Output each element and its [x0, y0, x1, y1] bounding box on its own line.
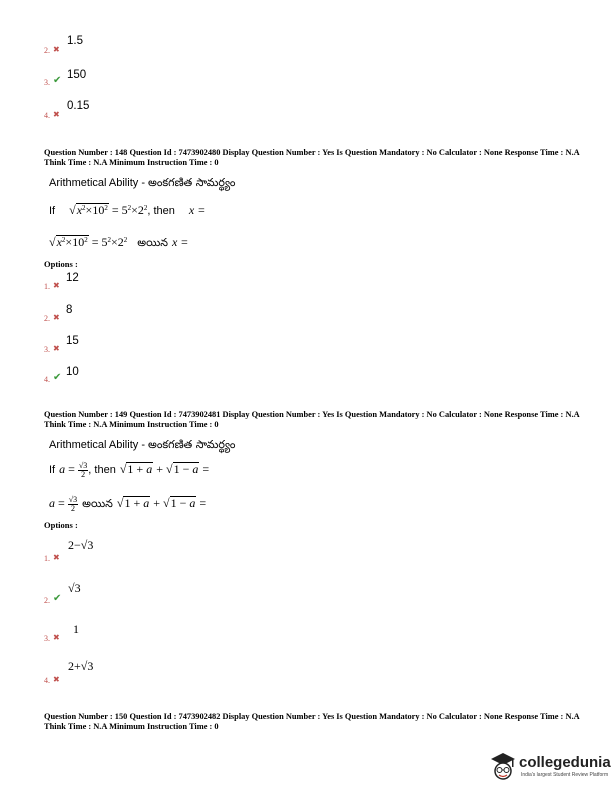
question-meta: Question Number : 150 Question Id : 7473902482 Display Question Number : Yes Is Question Mandatory : No Calculator : None Response Time : N.A Think Time : N.A Minimum Instruction Time : 0 — [44, 712, 580, 731]
option-number: 1. — [44, 554, 50, 563]
option-value: 0.15 — [67, 100, 90, 112]
question-telugu — [49, 233, 188, 252]
option-number: 2. — [44, 46, 50, 55]
correct-mark-icon: ✔ — [53, 75, 62, 86]
wrong-mark-icon: ✖ — [53, 110, 60, 119]
option-number: 3. — [44, 345, 50, 354]
subject-separator: - — [138, 439, 149, 451]
question-expression: √1 + a + √1 − a = — [116, 496, 207, 510]
subject-line — [49, 173, 235, 192]
option-number: 2. — [44, 314, 50, 323]
options-label: Options : — [44, 520, 78, 530]
wrong-mark-icon: ✖ — [53, 281, 60, 290]
collegedunia-logo — [488, 748, 610, 786]
option-number: 4. — [44, 111, 50, 120]
question-expression: $√x^2\times 10^2 = 5^2\times 2^2$ — [69, 203, 148, 217]
graduate-mascot-icon — [488, 750, 518, 782]
question-meta: Question Number : 148 Question Id : 7473902480 Display Question Number : Yes Is Question Mandatory : No Calculator : None Response Time : N.A Think Time : N.A Minimum Instruction Time : 0 — [44, 148, 580, 167]
subject-english: Arithmetical Ability — [49, 177, 139, 189]
subject-separator: - — [138, 177, 149, 189]
logo-tagline: India's largest Student Review Platform — [521, 772, 609, 778]
question-expression: a = $\frac{√3}{2}$ — [49, 494, 78, 513]
wrong-mark-icon: ✖ — [53, 633, 60, 642]
question-expression: √1 + a + √1 − a = — [119, 462, 210, 476]
option-value: 15 — [66, 335, 79, 347]
option-value: 2+√3 — [68, 659, 94, 673]
wrong-mark-icon: ✖ — [53, 313, 60, 322]
option-value: 2−√3 — [68, 538, 94, 552]
option-number: 3. — [44, 78, 50, 87]
option-number: 3. — [44, 634, 50, 643]
subject-english: Arithmetical Ability — [49, 439, 139, 451]
option-value: 1 — [73, 622, 79, 636]
question-english — [49, 460, 209, 479]
question-telugu — [49, 494, 206, 513]
wrong-mark-icon: ✖ — [53, 344, 60, 353]
options-label: Options : — [44, 259, 78, 269]
question-meta: Question Number : 149 Question Id : 7473902481 Display Question Number : Yes Is Question Mandatory : No Calculator : None Response Time : N.A Think Time : N.A Minimum Instruction Time : 0 — [44, 410, 580, 429]
correct-mark-icon: ✔ — [53, 593, 62, 604]
question-if: If — [49, 205, 56, 217]
question-expression: $√x^2\times 10^2 = 5^2\times 2^2$ — [49, 235, 128, 249]
question-then: , then — [147, 205, 175, 217]
option-number: 1. — [44, 282, 50, 291]
question-telugu-word: అయిన — [82, 497, 113, 510]
wrong-mark-icon: ✖ — [53, 45, 60, 54]
question-expression: a = $\frac{√3}{2}$ — [59, 460, 88, 479]
option-number: 2. — [44, 596, 50, 605]
option-value: 150 — [67, 69, 87, 81]
question-telugu-word: అయిన — [137, 236, 168, 249]
logo-name: collegedunia — [519, 754, 611, 771]
question-variable: x = — [188, 203, 206, 217]
correct-mark-icon: ✔ — [53, 372, 62, 383]
option-value: 1.5 — [67, 35, 83, 47]
option-value: √3 — [68, 581, 81, 595]
question-if: If — [49, 464, 56, 476]
option-number: 4. — [44, 676, 50, 685]
wrong-mark-icon: ✖ — [53, 553, 60, 562]
question-english — [49, 201, 205, 219]
option-number: 4. — [44, 375, 50, 384]
wrong-mark-icon: ✖ — [53, 675, 60, 684]
subject-telugu: అంకగణిత సామర్థ్యం — [148, 438, 236, 451]
subject-telugu: అంకగణిత సామర్థ్యం — [148, 176, 236, 189]
subject-line — [49, 435, 235, 454]
question-then: , then — [88, 464, 116, 476]
option-value: 8 — [66, 304, 73, 316]
option-value: 12 — [66, 272, 79, 284]
option-value: 10 — [66, 366, 79, 378]
question-variable: x = — [171, 235, 189, 249]
